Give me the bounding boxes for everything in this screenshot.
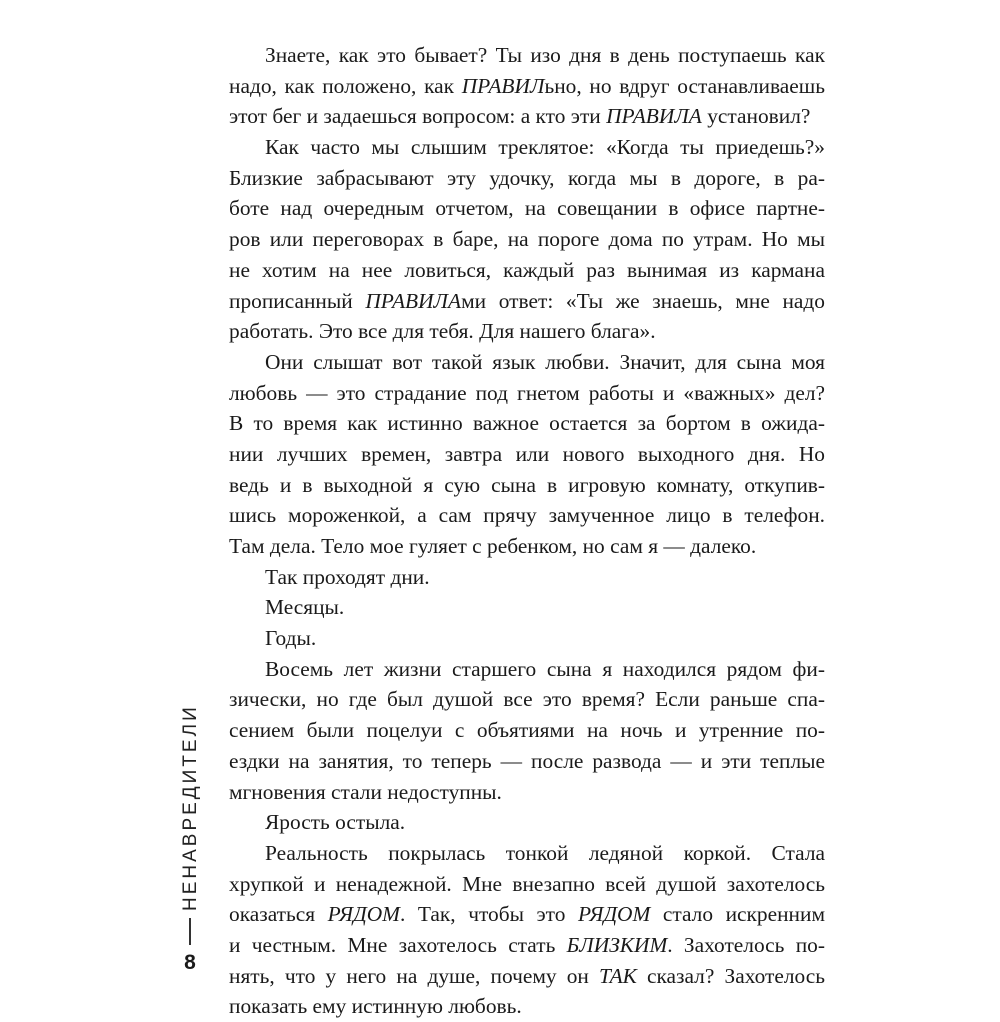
p3-line-2: любовь — это страдание под гнетом работы и «важных» дел?: [229, 380, 825, 405]
p7-line-4: ездки на занятия, то теперь — после развода — и эти теплые: [229, 748, 825, 773]
text-run: ми ответ: «Ты же знаешь, мне надо: [461, 288, 825, 313]
p2-line-4: ров или переговорах в баре, на пороге дома по утрам. Но мы: [229, 227, 825, 252]
text-run: этот бег и задаешься вопросом: а кто эти: [229, 104, 607, 129]
p9-line-5: [229, 961, 825, 992]
p8-line-1: Ярость остыла.: [265, 810, 406, 835]
p1-line-3: [229, 101, 825, 132]
p2-line-1: Как часто мы слышим треклятое: «Когда ты приедешь?»: [265, 135, 825, 160]
p7-line-3: сением были поцелуи с объятиями на ночь и утренние по-: [229, 718, 825, 743]
p4-line-1: Так проходят дни.: [265, 564, 430, 589]
p1-line-2: [229, 71, 825, 102]
text-run: . Захотелось по-: [667, 932, 826, 957]
italic-emphasis: ПРАВИЛ: [461, 73, 545, 98]
italic-emphasis: ТАК: [599, 963, 637, 988]
p2-line-5: не хотим на нее ловиться, каждый раз вынимая из кармана: [229, 257, 825, 282]
italic-emphasis: БЛИЗКИМ: [566, 932, 668, 957]
text-run: надо, как положено, как: [229, 73, 462, 98]
p3-line-6: шись мороженкой, а сам прячу замученное лицо в телефон.: [229, 503, 825, 528]
p7-line-1: Восемь лет жизни старшего сына я находился рядом фи-: [265, 656, 825, 681]
italic-emphasis: ПРАВИЛА: [606, 104, 702, 129]
p2-line-2: Близкие забрасывают эту удочку, когда мы в дороге, в ра-: [229, 165, 825, 190]
text-run: нять, что у него на душе, почему он: [229, 963, 600, 988]
italic-emphasis: РЯДОМ: [578, 902, 651, 927]
text-run: прописанный: [229, 288, 366, 313]
p9-line-6: показать ему истинную любовь.: [229, 994, 522, 1019]
p3-line-1: Они слышат вот такой язык любви. Значит, для сына моя: [265, 349, 825, 374]
p7-line-5: мгновения стали недоступны.: [229, 779, 502, 804]
book-page-text: [229, 40, 825, 1022]
p3-line-5: ведь и в выходной я сую сына в игровую комнату, откупив-: [229, 472, 825, 497]
p7-line-2: зически, но где был душой все это время? Если раньше спа-: [229, 687, 825, 712]
text-run: оказаться: [229, 902, 328, 927]
p2-line-7: работать. Это все для тебя. Для нашего блага».: [229, 319, 656, 344]
p6-line-1: Годы.: [265, 626, 317, 651]
text-run: сказал? Захотелось: [636, 963, 825, 988]
p2-line-6: [229, 286, 825, 317]
runner-divider: [189, 918, 191, 945]
book-title-vertical: НЕНАВРЕДИТЕЛИ: [180, 704, 201, 911]
text-run: и честным. Мне захотелось стать: [229, 932, 567, 957]
p2-line-3: боте над очередным отчетом, на совещании в офисе партне-: [229, 196, 825, 221]
text-run: ьно, но вдруг останавливаешь: [544, 73, 825, 98]
p1-line-1: Знаете, как это бывает? Ты изо дня в день поступаешь как: [265, 43, 825, 67]
p9-line-3: [229, 899, 825, 930]
running-head: [172, 704, 208, 988]
p5-line-1: Месяцы.: [265, 595, 345, 620]
p3-line-7: Там дела. Тело мое гуляет с ребенком, но сам я — далеко.: [229, 534, 757, 558]
p9-line-1: Реальность покрылась тонкой ледяной коркой. Стала: [265, 840, 825, 865]
p9-line-4: [229, 930, 825, 961]
italic-emphasis: ПРАВИЛА: [365, 288, 462, 313]
text-run: стало искренним: [650, 902, 825, 927]
text-run: установил?: [701, 104, 811, 129]
p3-line-3: В то время как истинно важное остается за бортом в ожида-: [229, 411, 825, 436]
p3-line-4: нии лучших времен, завтра или нового выходного дня. Но: [229, 441, 825, 466]
page-number: 8: [184, 951, 196, 974]
italic-emphasis: РЯДОМ: [327, 902, 400, 927]
p9-line-2: хрупкой и ненадежной. Мне внезапно всей душой захотелось: [229, 871, 825, 896]
text-run: . Так, чтобы это: [399, 902, 578, 927]
